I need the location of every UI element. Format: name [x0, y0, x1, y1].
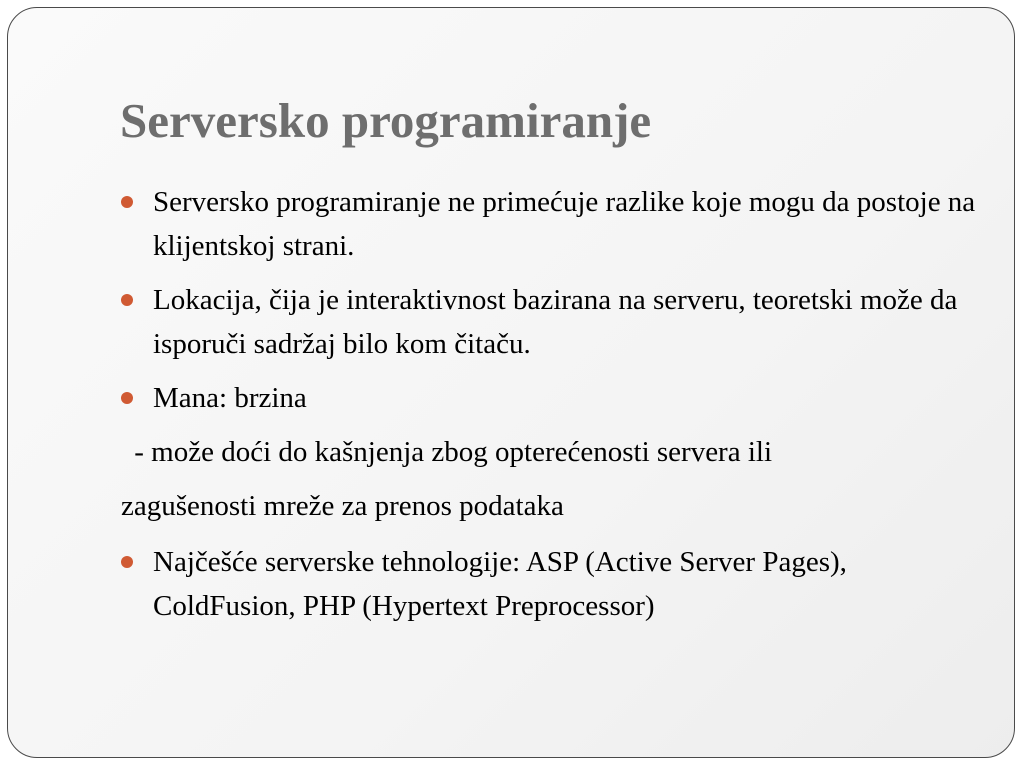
bullet-text-4: Najčešće serverske tehnologije: ASP (Active Server Pages), ColdFusion, PHP (Hypertext Preprocessor)	[153, 546, 847, 622]
bullet-item-3	[121, 376, 981, 420]
bullet-text-3: Mana: brzina	[153, 382, 307, 414]
bullet-item-4	[121, 540, 981, 628]
bullet-item-1	[121, 180, 981, 268]
bullet-item-2	[121, 278, 981, 366]
slide-content	[121, 180, 981, 628]
continuation-line-1: - može doći do kašnjenja zbog opterećenosti servera ili	[127, 436, 773, 468]
bullet-dot-icon	[121, 392, 133, 404]
slide	[7, 7, 1015, 758]
bullet-text-1: Serversko programiranje ne primećuje razlike koje mogu da postoje na klijentskoj strani.	[153, 186, 976, 262]
bullet-dot-icon	[121, 556, 133, 568]
slide-title: Serversko programiranje	[120, 93, 652, 148]
continuation-line-2: zagušenosti mreže za prenos podataka	[121, 490, 564, 522]
bullet-text-2: Lokacija, čija je interaktivnost bazirana na serveru, teoretski može da isporuči sadržaj bilo kom čitaču.	[153, 284, 958, 360]
bullet-dot-icon	[121, 294, 133, 306]
bullet-dot-icon	[121, 196, 133, 208]
